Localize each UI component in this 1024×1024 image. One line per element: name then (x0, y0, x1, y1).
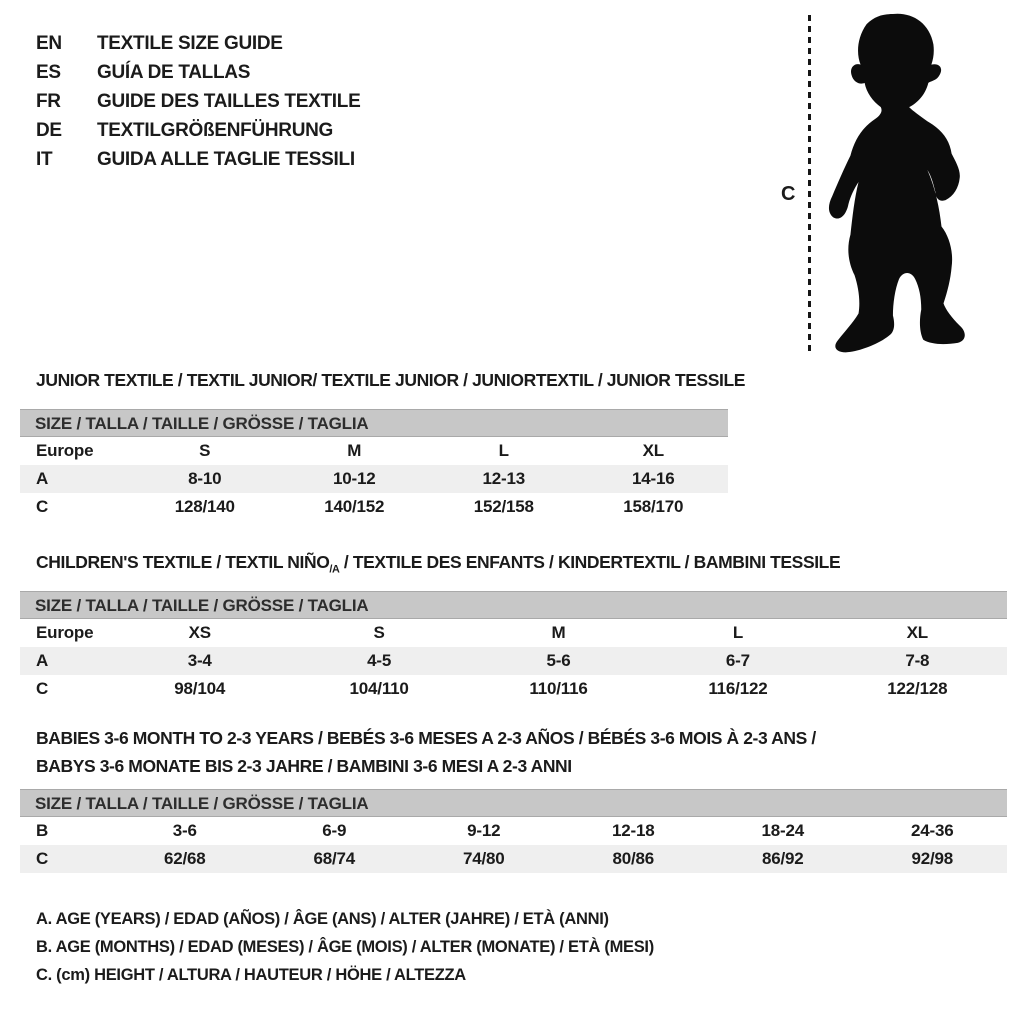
size-cell: 104/110 (349, 679, 409, 698)
language-code: IT (36, 148, 53, 170)
size-band: SIZE / TALLA / TAILLE / GRÖSSE / TAGLIA (20, 409, 728, 437)
babies-size-table (20, 789, 1007, 873)
table-row (20, 465, 728, 493)
legend-notes (36, 905, 654, 989)
note-line-a: A. AGE (YEARS) / EDAD (AÑOS) / ÂGE (ANS) / ALTER (JAHRE) / ETÀ (ANNI) (36, 910, 609, 928)
language-code: DE (36, 119, 62, 141)
size-cell: 9-12 (467, 821, 501, 840)
language-row (36, 58, 360, 87)
height-measure-line (808, 15, 811, 355)
language-title: GUIDE DES TAILLES TEXTILE (97, 90, 361, 112)
section-title-junior: JUNIOR TEXTILE / TEXTIL JUNIOR/ TEXTILE JUNIOR / JUNIORTEXTIL / JUNIOR TESSILE (36, 370, 746, 390)
size-cell: 6-9 (322, 821, 347, 840)
size-cell: 5-6 (546, 651, 571, 670)
size-cell: 18-24 (761, 821, 804, 840)
size-cell: XL (906, 623, 928, 642)
size-cell: L (732, 623, 744, 642)
table-row (20, 817, 1007, 845)
size-cell: 80/86 (612, 849, 655, 868)
section-title-line: BABYS 3-6 MONATE BIS 2-3 JAHRE / BAMBINI 3-6 MESI A 2-3 ANNI (36, 756, 572, 776)
row-label: A (36, 469, 49, 488)
row-label: Europe (36, 623, 94, 642)
size-cell: 7-8 (905, 651, 930, 670)
table-row (20, 647, 1007, 675)
size-cell: 3-4 (187, 651, 212, 670)
size-cell: 6-7 (725, 651, 750, 670)
language-row (36, 145, 360, 174)
size-cell: 10-12 (333, 469, 376, 488)
size-band: SIZE / TALLA / TAILLE / GRÖSSE / TAGLIA (20, 591, 1007, 619)
row-label: C (36, 497, 49, 516)
language-title: TEXTILE SIZE GUIDE (97, 32, 283, 54)
row-label: Europe (36, 441, 94, 460)
size-cell: 86/92 (761, 849, 804, 868)
size-cell: 62/68 (163, 849, 206, 868)
language-row (36, 87, 360, 116)
language-title: TEXTILGRÖßENFÜHRUNG (97, 119, 334, 141)
table-row (20, 493, 728, 521)
size-cell: 152/158 (473, 497, 534, 516)
language-title: GUÍA DE TALLAS (97, 61, 251, 83)
table-row (20, 675, 1007, 703)
table-row (20, 619, 1007, 647)
language-code: ES (36, 61, 61, 83)
note-line-c: C. (cm) HEIGHT / ALTURA / HAUTEUR / HÖHE / ALTEZZA (36, 966, 466, 984)
size-cell: 12-18 (612, 821, 655, 840)
language-row (36, 116, 360, 145)
table-row (20, 845, 1007, 873)
language-title-list (36, 29, 360, 174)
size-cell: 122/128 (887, 679, 948, 698)
language-title: GUIDA ALLE TAGLIE TESSILI (97, 148, 355, 170)
size-cell: 68/74 (313, 849, 356, 868)
size-cell: 14-16 (632, 469, 675, 488)
size-cell: S (199, 441, 211, 460)
section-title-subscript: /A (329, 563, 340, 576)
size-cell: XL (642, 441, 664, 460)
note-line-b: B. AGE (MONTHS) / EDAD (MESES) / ÂGE (MOIS) / ALTER (MONATE) / ETÀ (MESI) (36, 938, 654, 956)
junior-size-table (20, 409, 728, 521)
size-cell: M (551, 623, 566, 642)
size-cell: L (498, 441, 509, 460)
row-label: C (36, 849, 49, 868)
size-cell: 128/140 (174, 497, 235, 516)
size-cell: 74/80 (462, 849, 505, 868)
size-band: SIZE / TALLA / TAILLE / GRÖSSE / TAGLIA (20, 789, 1007, 817)
baby-silhouette-icon (822, 10, 976, 358)
size-cell: 98/104 (174, 679, 226, 698)
section-title-line: BABIES 3-6 MONTH TO 2-3 YEARS / BEBÉS 3-6 MESES A 2-3 AÑOS / BÉBÉS 3-6 MOIS À 2-3 ANS / (36, 728, 816, 748)
row-label: A (36, 651, 49, 670)
section-title-text: / TEXTILE DES ENFANTS / KINDERTEXTIL / BAMBINI TESSILE (339, 552, 841, 572)
size-cell: 8-10 (188, 469, 222, 488)
language-code: EN (36, 32, 62, 54)
section-title-children (36, 548, 840, 584)
size-cell: 92/98 (911, 849, 954, 868)
size-cell: 4-5 (367, 651, 392, 670)
size-cell: 110/116 (529, 679, 588, 698)
row-label: B (36, 821, 49, 840)
row-label: C (36, 679, 49, 698)
height-measure-label: C (781, 183, 796, 205)
section-title-babies (36, 724, 816, 780)
language-code: FR (36, 90, 61, 112)
section-title-text: CHILDREN'S TEXTILE / TEXTIL NIÑO (36, 552, 330, 572)
size-cell: 116/122 (708, 679, 768, 698)
size-cell: M (347, 441, 362, 460)
size-cell: 140/152 (324, 497, 385, 516)
children-size-table (20, 591, 1007, 703)
size-cell: 24-36 (911, 821, 954, 840)
size-cell: S (373, 623, 385, 642)
table-row (20, 437, 728, 465)
language-row (36, 29, 360, 58)
size-cell: XS (188, 623, 211, 642)
size-cell: 3-6 (172, 821, 197, 840)
size-cell: 12-13 (482, 469, 525, 488)
size-cell: 158/170 (623, 497, 684, 516)
